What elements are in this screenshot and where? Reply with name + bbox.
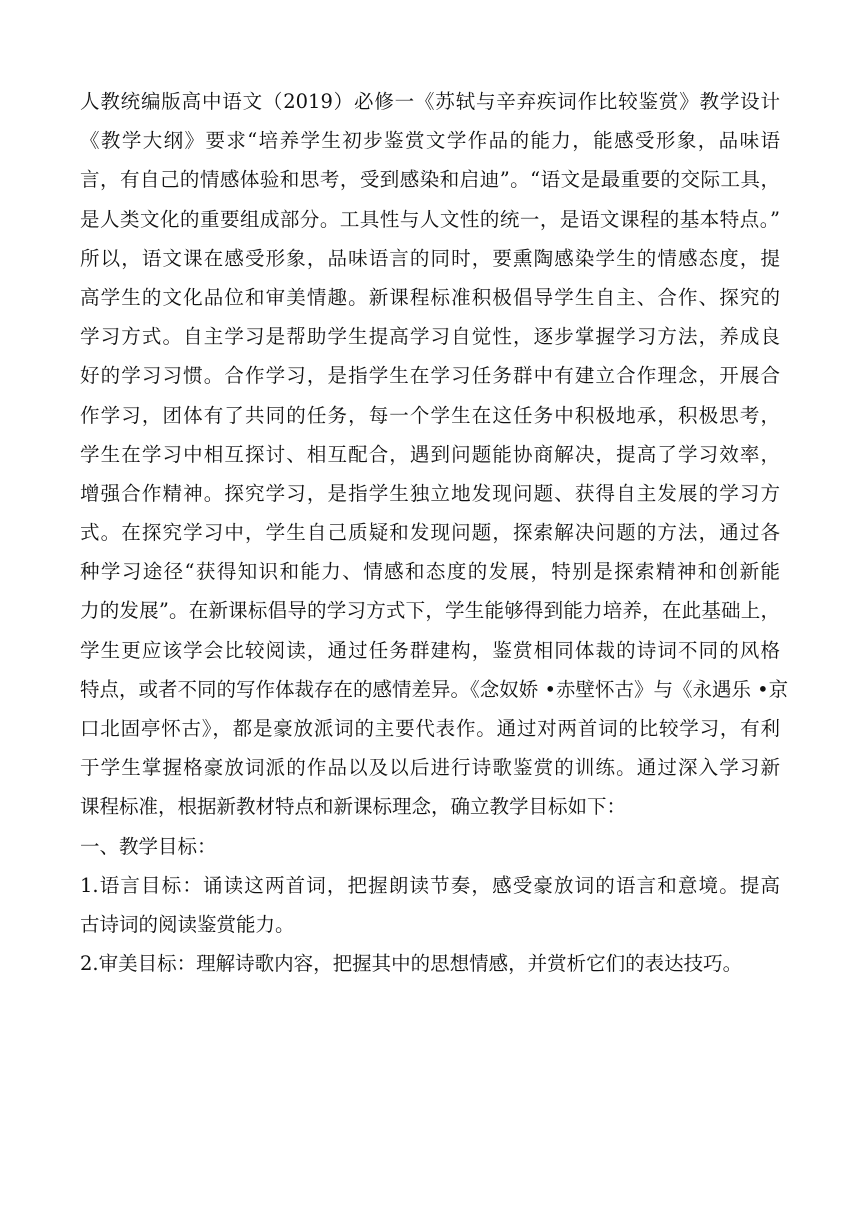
goal-line: 1.语言目标：诵读这两首词，把握朗读节奏，感受豪放词的语言和意境。提高 xyxy=(80,873,780,897)
goal-2: 2.审美目标：理解诗歌内容，把握其中的思想情感，并赏析它们的表达技巧。 xyxy=(80,952,743,976)
paragraph-line: 增强合作精神。探究学习，是指学生独立地发现问题、获得自主发展的学习方 xyxy=(80,481,780,505)
paragraph-line: 式。在探究学习中，学生自己质疑和发现问题，探索解决问题的方法，通过各 xyxy=(80,521,780,545)
paragraph-line: 力的发展”。在新课标倡导的学习方式下，学生能够得到能力培养，在此基础上， xyxy=(80,599,780,623)
paragraph-line: 是人类文化的重要组成部分。工具性与人文性的统一，是语文课程的基本特点。” xyxy=(80,207,780,231)
paragraph-line: 作学习，团体有了共同的任务，每一个学生在这任务中积极地承，积极思考， xyxy=(80,403,780,427)
paragraph-line: 学生在学习中相互探讨、相互配合，遇到问题能协商解决，提高了学习效率， xyxy=(80,442,780,466)
paragraph-line: 学习方式。自主学习是帮助学生提高学习自觉性，逐步掌握学习方法，养成良 xyxy=(80,325,780,349)
paragraph-line: 于学生掌握格豪放词派的作品以及以后进行诗歌鉴赏的训练。通过深入学习新 xyxy=(80,756,780,780)
paragraph-line: 种学习途径“获得知识和能力、情感和态度的发展，特别是探索精神和创新能 xyxy=(80,560,780,584)
section-heading: 一、教学目标： xyxy=(80,834,217,858)
goal-line: 古诗词的阅读鉴赏能力。 xyxy=(80,912,295,936)
paragraph-line: 学生更应该学会比较阅读，通过任务群建构，鉴赏相同体裁的诗词不同的风格 xyxy=(80,638,780,662)
goal-1 xyxy=(80,866,780,944)
intro-paragraph xyxy=(80,121,789,826)
paragraph-line: 课程标准，根据新教材特点和新课标理念，确立教学目标如下： xyxy=(80,795,627,819)
document-page xyxy=(80,82,789,983)
paragraph-line: 所以，语文课在感受形象，品味语言的同时，要熏陶感染学生的情感态度，提 xyxy=(80,246,780,270)
document-title: 人教统编版高中语文（2019）必修一《苏轼与辛弃疾词作比较鉴赏》教学设计 xyxy=(80,90,780,113)
paragraph-line: 好的学习习惯。合作学习，是指学生在学习任务群中有建立合作理念，开展合 xyxy=(80,364,780,388)
paragraph-line: 《教学大纲》要求“培养学生初步鉴赏文学作品的能力，能感受形象，品味语 xyxy=(80,129,780,153)
paragraph-line: 高学生的文化品位和审美情趣。新课程标准积极倡导学生自主、合作、探究的 xyxy=(80,285,780,309)
paragraph-line: 特点，或者不同的写作体裁存在的感情差异。《念奴娇 •赤壁怀古》与《永遇乐 •京 xyxy=(80,677,789,701)
paragraph-line: 口北固亭怀古》，都是豪放派词的主要代表作。通过对两首词的比较学习，有利 xyxy=(80,717,780,740)
paragraph-line: 言，有自己的情感体验和思考，受到感染和启迪”。“语文是最重要的交际工具， xyxy=(80,168,780,192)
